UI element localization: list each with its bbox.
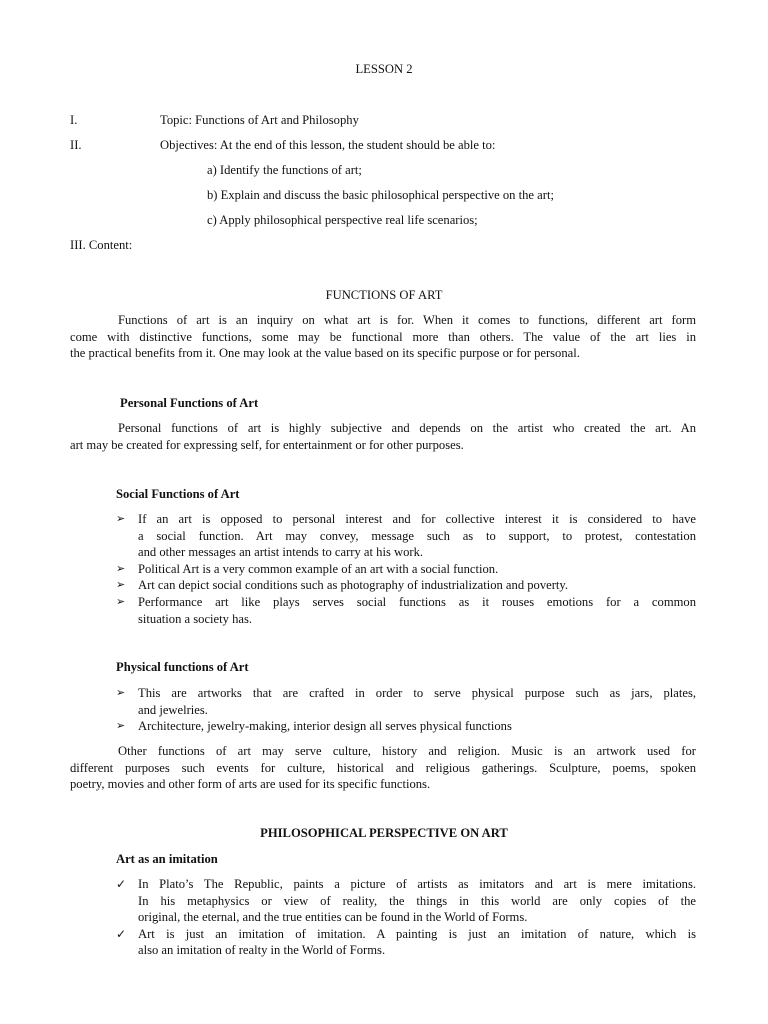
checkmark-icon: ✓: [116, 926, 127, 941]
bullet-line: a social function. Art may convey, message such as to support, to protest, contestation: [138, 528, 696, 543]
bullet-line: If an art is opposed to personal interest and for collective interest it is considered to have: [138, 512, 696, 526]
bullet-line: Art is just an imitation of imitation. A painting is just an imitation of nature, which is: [138, 926, 696, 941]
paragraph-line: come with distinctive functions, some may be functional more than others. The value of the art lies in: [70, 329, 696, 344]
functions-heading: FUNCTIONS OF ART: [325, 288, 443, 302]
checkmark-icon: ✓: [116, 877, 127, 891]
physical-bullet: [116, 685, 696, 718]
objective-b: b) Explain and discuss the basic philosophical perspective on the art;: [207, 188, 554, 202]
bullet-line: also an imitation of realty in the World of Forms.: [138, 943, 386, 958]
social-bullet: [116, 511, 696, 561]
paragraph-line: poetry, movies and other form of arts are used for its specific functions.: [70, 777, 431, 792]
philosophy-bullet: [116, 876, 696, 926]
personal-paragraph: [70, 420, 696, 453]
bullet-line: This are artworks that are crafted in order to serve physical purpose such as jars, plates,: [138, 686, 696, 700]
outline-num-i: I.: [70, 113, 78, 127]
social-bullet: [116, 561, 696, 578]
arrow-bullet-icon: ➢: [116, 719, 126, 733]
bullet-line: Political Art is a very common example of an art with a social function.: [138, 561, 499, 576]
bullet-line: In Plato’s The Republic, paints a picture of artists as imitators and art is mere imitations.: [138, 877, 696, 891]
functions-intro-paragraph: [70, 312, 696, 362]
paragraph-line: the practical benefits from it. One may look at the value based on its specific purpose or for personal.: [70, 346, 580, 361]
outline-objectives: Objectives: At the end of this lesson, the student should be able to:: [160, 138, 496, 152]
outline-topic: Topic: Functions of Art and Philosophy: [160, 113, 359, 127]
social-bullet: [116, 577, 696, 594]
personal-heading: Personal Functions of Art: [120, 396, 259, 410]
physical-bullet: [116, 718, 696, 735]
physical-heading: Physical functions of Art: [116, 660, 249, 674]
paragraph-line: Functions of art is an inquiry on what art is for. When it comes to functions, different art form: [118, 313, 696, 327]
arrow-bullet-icon: ➢: [116, 578, 126, 592]
paragraph-line: art may be created for expressing self, for entertainment or for other purposes.: [70, 437, 464, 452]
philosophy-heading: PHILOSOPHICAL PERSPECTIVE ON ART: [260, 826, 508, 840]
imitation-subheading: Art as an imitation: [116, 852, 218, 866]
philosophy-bullet: [116, 926, 696, 959]
arrow-bullet-icon: ➢: [116, 595, 126, 608]
outline-num-ii: II.: [70, 138, 82, 152]
other-functions-paragraph: [70, 743, 696, 793]
bullet-line: Architecture, jewelry-making, interior design all serves physical functions: [138, 719, 512, 734]
social-bullet: [116, 594, 696, 627]
arrow-bullet-icon: ➢: [116, 686, 126, 699]
bullet-line: and other messages an artist intends to carry at his work.: [138, 545, 424, 560]
objective-c: c) Apply philosophical perspective real life scenarios;: [207, 213, 478, 227]
paragraph-line: Other functions of art may serve culture, history and religion. Music is an artwork used for: [118, 744, 696, 758]
outline-content: III. Content:: [70, 238, 133, 252]
paragraph-line: different purposes such events for culture, historical and religious gatherings. Sculpture, poems, spoken: [70, 760, 696, 775]
bullet-line: and jewelries.: [138, 702, 208, 717]
bullet-line: In his metaphysics or view of reality, the things in this world are only copies of the: [138, 893, 696, 908]
arrow-bullet-icon: ➢: [116, 512, 126, 525]
bullet-line: Art can depict social conditions such as photography of industrialization and poverty.: [138, 578, 569, 593]
bullet-line: Performance art like plays serves social functions as it rouses emotions for a common: [138, 595, 696, 609]
bullet-line: original, the eternal, and the true entities can be found in the World of Forms.: [138, 910, 528, 925]
bullet-line: situation a society has.: [138, 611, 253, 626]
objective-a: a) Identify the functions of art;: [207, 163, 362, 177]
lesson-title: LESSON 2: [355, 62, 413, 76]
social-heading: Social Functions of Art: [116, 487, 240, 501]
paragraph-line: Personal functions of art is highly subjective and depends on the artist who created the art. An: [118, 421, 696, 435]
arrow-bullet-icon: ➢: [116, 561, 126, 575]
